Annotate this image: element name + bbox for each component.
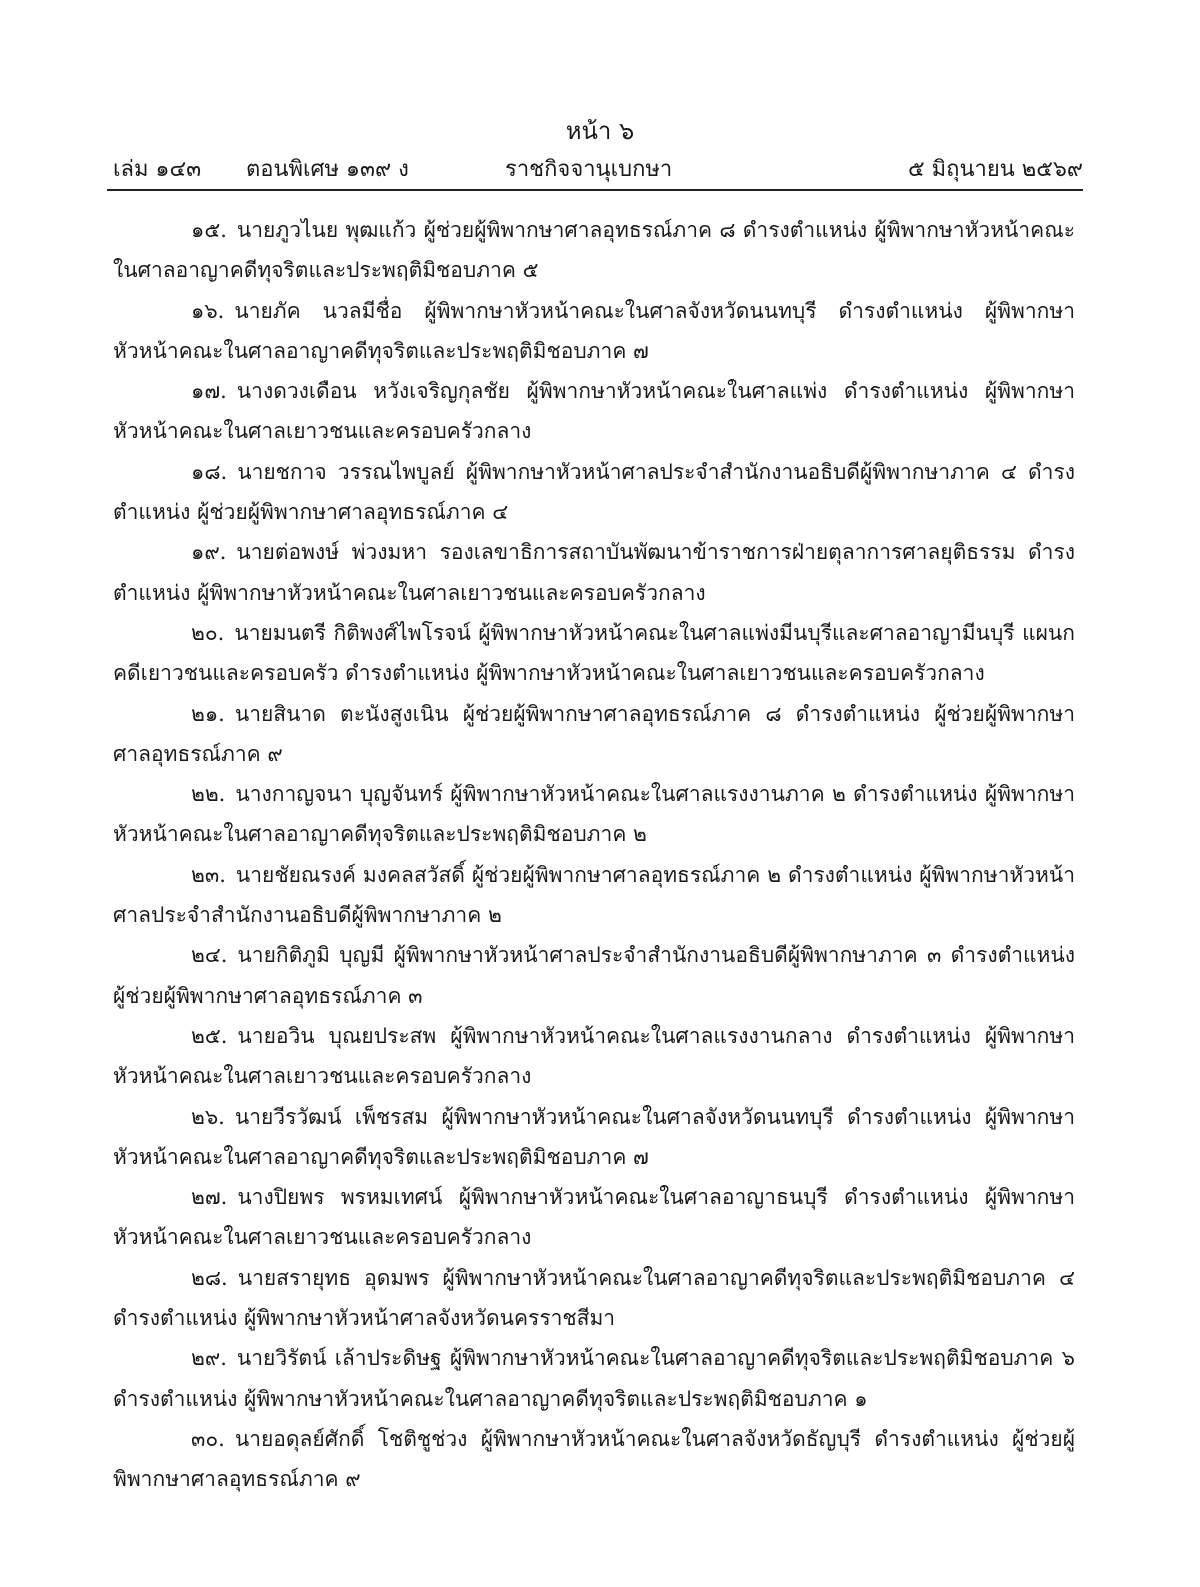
entry-number: ๒๓. <box>191 862 226 887</box>
appointment-entry <box>113 291 1075 372</box>
issue-number: ตอนพิเศษ ๑๓๙ ง <box>246 157 409 182</box>
gazette-header <box>113 153 1083 187</box>
appointment-list <box>113 210 1075 1500</box>
appointment-entry <box>113 613 1075 694</box>
entry-number: ๒๑. <box>191 701 225 726</box>
entry-number: ๓๐. <box>191 1426 225 1451</box>
entry-text: นางดวงเดือน หวังเจริญกุลชัย ผู้พิพากษาหัวหน้าคณะในศาลแพ่ง ดำรงตำแหน่ง ผู้พิพากษาหัวหน้าคณะในศาลเยาวชนและครอบครัวกลาง <box>113 379 1075 444</box>
entry-number: ๒๒. <box>191 782 226 807</box>
entry-text: นางปิยพร พรหมเทศน์ ผู้พิพากษาหัวหน้าคณะในศาลอาญาธนบุรี ดำรงตำแหน่ง ผู้พิพากษาหัวหน้าคณะในศาลเยาวชนและครอบครัวกลาง <box>113 1185 1075 1250</box>
appointment-entry <box>113 1258 1075 1339</box>
journal-name: ราชกิจจานุเบกษา <box>505 157 673 182</box>
entry-text: นายอดุลย์ศักดิ์ โชติชูช่วง ผู้พิพากษาหัวหน้าคณะในศาลจังหวัดธัญบุรี ดำรงตำแหน่ง ผู้ช่วยผู้พิพากษาศาลอุทธรณ์ภาค ๙ <box>113 1426 1075 1492</box>
appointment-entry <box>113 210 1075 291</box>
entry-text: นายมนตรี กิติพงศ์ไพโรจน์ ผู้พิพากษาหัวหน้าคณะในศาลแพ่งมีนบุรีและศาลอาญามีนบุรี แผนกคดีเยาวชนและครอบครัว ดำรงตำแหน่ง ผู้พิพากษาหัวหน้าคณะในศาลเยาวชนและครอบครัวกลาง <box>113 620 1075 686</box>
publication-date: ๕ มิถุนายน ๒๕๖๙ <box>907 157 1083 182</box>
header-divider <box>107 189 1083 191</box>
entry-number: ๑๙. <box>191 540 227 565</box>
appointment-entry <box>113 371 1075 452</box>
entry-number: ๒๐. <box>191 620 225 645</box>
entry-number: ๒๘. <box>191 1265 228 1290</box>
entry-text: นายสินาด ตะนังสูงเนิน ผู้ช่วยผู้พิพากษาศาลอุทธรณ์ภาค ๘ ดำรงตำแหน่ง ผู้ช่วยผู้พิพากษาศาลอุทธรณ์ภาค ๙ <box>113 701 1075 766</box>
entry-text: นายต่อพงษ์ พ่วงมหา รองเลขาธิการสถาบันพัฒนาข้าราชการฝ่ายตุลาการศาลยุติธรรม ดำรงตำแหน่ง ผู้พิพากษาหัวหน้าคณะในศาลเยาวชนและครอบครัวกลาง <box>113 540 1075 605</box>
appointment-entry <box>113 935 1075 1016</box>
entry-text: นายสรายุทธ อุดมพร ผู้พิพากษาหัวหน้าคณะในศาลอาญาคดีทุจริตและประพฤติมิชอบภาค ๔ ดำรงตำแหน่ง ผู้พิพากษาหัวหน้าศาลจังหวัดนครราชสีมา <box>113 1265 1075 1331</box>
appointment-entry <box>113 1177 1075 1258</box>
entry-text: นายชัยณรงค์ มงคลสวัสดิ์ ผู้ช่วยผู้พิพากษาศาลอุทธรณ์ภาค ๒ ดำรงตำแหน่ง ผู้พิพากษาหัวหน้าศาลประจำสำนักงานอธิบดีผู้พิพากษาภาค ๒ <box>113 862 1075 928</box>
appointment-entry <box>113 452 1075 533</box>
entry-number: ๒๙. <box>191 1346 227 1371</box>
appointment-entry <box>113 1097 1075 1178</box>
entry-number: ๒๔. <box>191 943 228 968</box>
entry-text: นายกิติภูมิ บุญมี ผู้พิพากษาหัวหน้าศาลประจำสำนักงานอธิบดีผู้พิพากษาภาค ๓ ดำรงตำแหน่ง ผู้ช่วยผู้พิพากษาศาลอุทธรณ์ภาค ๓ <box>113 943 1075 1008</box>
entry-text: นายอวิน บุณยประสพ ผู้พิพากษาหัวหน้าคณะในศาลแรงงานกลาง ดำรงตำแหน่ง ผู้พิพากษาหัวหน้าคณะในศาลเยาวชนและครอบครัวกลาง <box>113 1023 1075 1089</box>
entry-number: ๒๖. <box>191 1104 225 1129</box>
entry-text: นายวิรัตน์ เล้าประดิษฐ ผู้พิพากษาหัวหน้าคณะในศาลอาญาคดีทุจริตและประพฤติมิชอบภาค ๖ ดำรงตำแหน่ง ผู้พิพากษาหัวหน้าคณะในศาลอาญาคดีทุจริตและประพฤติมิชอบภาค ๑ <box>113 1346 1075 1411</box>
appointment-entry <box>113 774 1075 855</box>
entry-number: ๑๗. <box>191 379 227 404</box>
appointment-entry <box>113 1016 1075 1097</box>
appointment-entry <box>113 694 1075 775</box>
entry-text: นายชกาจ วรรณไพบูลย์ ผู้พิพากษาหัวหน้าศาลประจำสำนักงานอธิบดีผู้พิพากษาภาค ๔ ดำรงตำแหน่ง ผู้ช่วยผู้พิพากษาศาลอุทธรณ์ภาค ๔ <box>113 459 1075 525</box>
entry-number: ๑๘. <box>191 459 228 484</box>
entry-number: ๒๗. <box>191 1185 228 1210</box>
entry-text: นายวีรวัฒน์ เพ็ชรสม ผู้พิพากษาหัวหน้าคณะในศาลจังหวัดนนทบุรี ดำรงตำแหน่ง ผู้พิพากษาหัวหน้าคณะในศาลอาญาคดีทุจริตและประพฤติมิชอบภาค ๗ <box>113 1104 1075 1169</box>
entry-text: นายภูวไนย พุฒแก้ว ผู้ช่วยผู้พิพากษาศาลอุทธรณ์ภาค ๘ ดำรงตำแหน่ง ผู้พิพากษาหัวหน้าคณะในศาลอาญาคดีทุจริตและประพฤติมิชอบภาค ๕ <box>113 218 1075 283</box>
entry-number: ๑๖. <box>191 298 225 323</box>
appointment-entry <box>113 1338 1075 1419</box>
entry-text: นายภัค นวลมีชื่อ ผู้พิพากษาหัวหน้าคณะในศาลจังหวัดนนทบุรี ดำรงตำแหน่ง ผู้พิพากษาหัวหน้าคณะในศาลอาญาคดีทุจริตและประพฤติมิชอบภาค ๗ <box>113 298 1075 363</box>
appointment-entry <box>113 1419 1075 1500</box>
page-number: หน้า ๖ <box>565 117 635 145</box>
appointment-entry <box>113 532 1075 613</box>
appointment-entry <box>113 855 1075 936</box>
entry-number: ๒๕. <box>191 1023 228 1048</box>
entry-text: นางกาญจนา บุญจันทร์ ผู้พิพากษาหัวหน้าคณะในศาลแรงงานภาค ๒ ดำรงตำแหน่ง ผู้พิพากษาหัวหน้าคณะในศาลอาญาคดีทุจริตและประพฤติมิชอบภาค ๒ <box>113 782 1075 847</box>
volume-number: เล่ม ๑๔๓ <box>113 157 202 182</box>
entry-number: ๑๕. <box>191 218 227 242</box>
